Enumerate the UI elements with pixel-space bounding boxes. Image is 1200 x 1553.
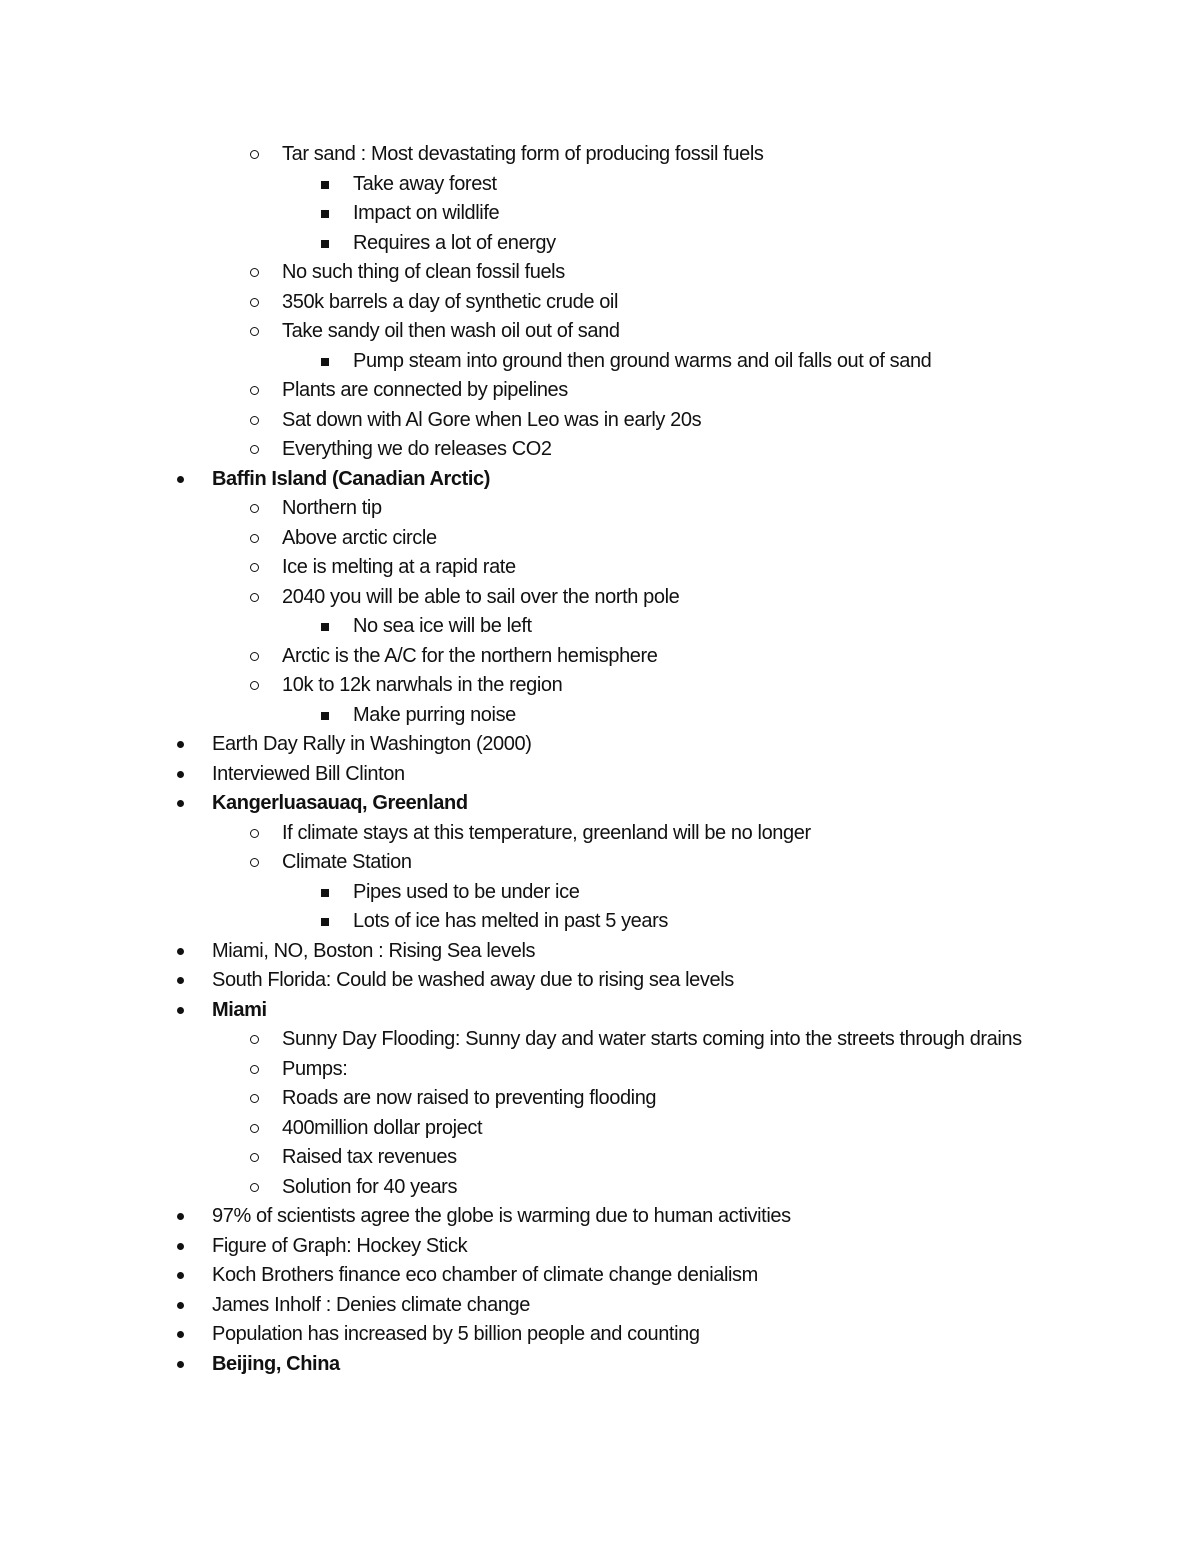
list-item-text: Make purring noise [353, 703, 516, 726]
section-heading: Kangerluasauaq, Greenland [212, 792, 468, 814]
list-item [0, 347, 1200, 377]
disc-bullet-icon [175, 465, 189, 495]
circle-bullet-icon [250, 376, 264, 406]
list-item-text: Impact on wildlife [353, 202, 500, 224]
list-item-text: Sat down with Al Gore when Leo was in early 20s [282, 408, 702, 431]
list-item-text: Take sandy oil then wash oil out of sand [282, 320, 620, 342]
list-item-text: 350k barrels a day of synthetic crude oil [282, 290, 619, 313]
list-item [0, 937, 1200, 967]
list-item-text: Figure of Graph: Hockey Stick [212, 1234, 468, 1257]
list-item-text: Population has increased by 5 billion people and counting [212, 1323, 700, 1345]
list-item-text: Climate Station [282, 851, 412, 873]
square-bullet-icon [320, 229, 334, 259]
circle-bullet-icon [250, 1055, 264, 1085]
list-item-text: Pipes used to be under ice [353, 880, 580, 903]
list-item [0, 730, 1200, 760]
disc-bullet-icon [175, 1261, 189, 1291]
section-heading: Baffin Island (Canadian Arctic) [212, 467, 491, 490]
circle-bullet-icon [250, 288, 264, 318]
list-item-text: Northern tip [282, 497, 382, 519]
list-item [0, 819, 1200, 849]
list-item [0, 612, 1200, 642]
list-item [0, 406, 1200, 436]
list-item [0, 1173, 1200, 1203]
disc-bullet-icon [175, 966, 189, 996]
list-item-text: Arctic is the A/C for the northern hemisphere [282, 644, 658, 667]
circle-bullet-icon [250, 317, 264, 347]
list-item [0, 199, 1200, 229]
list-item [0, 170, 1200, 200]
list-item [0, 1084, 1200, 1114]
list-item-text: 10k to 12k narwhals in the region [282, 674, 563, 696]
list-item [0, 878, 1200, 908]
list-item-text: James Inholf : Denies climate change [212, 1293, 530, 1316]
disc-bullet-icon [175, 1291, 189, 1321]
list-item-text: South Florida: Could be washed away due to rising sea levels [212, 969, 734, 991]
list-item [0, 1261, 1200, 1291]
list-item [0, 435, 1200, 465]
list-item [0, 1291, 1200, 1321]
list-item-text: Earth Day Rally in Washington (2000) [212, 733, 532, 755]
list-item [0, 1055, 1200, 1085]
disc-bullet-icon [175, 1350, 189, 1380]
list-item [0, 907, 1200, 937]
bullet-outline [0, 140, 1200, 1379]
square-bullet-icon [320, 347, 334, 377]
list-item [0, 671, 1200, 701]
list-item [0, 140, 1200, 170]
list-item [0, 848, 1200, 878]
circle-bullet-icon [250, 671, 264, 701]
disc-bullet-icon [175, 1320, 189, 1350]
list-item [0, 1350, 1200, 1380]
list-item-text: No such thing of clean fossil fuels [282, 261, 565, 283]
circle-bullet-icon [250, 848, 264, 878]
list-item [0, 376, 1200, 406]
circle-bullet-icon [250, 494, 264, 524]
list-item-text: Ice is melting at a rapid rate [282, 556, 516, 578]
circle-bullet-icon [250, 583, 264, 613]
list-item [0, 317, 1200, 347]
list-item [0, 1143, 1200, 1173]
list-item-text: Above arctic circle [282, 526, 437, 549]
list-item [0, 258, 1200, 288]
list-item-text: Plants are connected by pipelines [282, 379, 568, 401]
circle-bullet-icon [250, 406, 264, 436]
circle-bullet-icon [250, 1143, 264, 1173]
list-item [0, 1025, 1200, 1055]
list-item [0, 583, 1200, 613]
disc-bullet-icon [175, 760, 189, 790]
list-item-text: Pump steam into ground then ground warms and oil falls out of sand [353, 349, 932, 372]
list-item-text: Sunny Day Flooding: Sunny day and water starts coming into the streets through drains [282, 1028, 1022, 1050]
square-bullet-icon [320, 907, 334, 937]
square-bullet-icon [320, 199, 334, 229]
square-bullet-icon [320, 612, 334, 642]
circle-bullet-icon [250, 435, 264, 465]
list-item [0, 524, 1200, 554]
circle-bullet-icon [250, 553, 264, 583]
circle-bullet-icon [250, 258, 264, 288]
list-item [0, 789, 1200, 819]
section-heading: Miami [212, 998, 267, 1021]
circle-bullet-icon [250, 1025, 264, 1055]
circle-bullet-icon [250, 1084, 264, 1114]
list-item [0, 701, 1200, 731]
section-heading: Beijing, China [212, 1352, 340, 1375]
list-item-text: 97% of scientists agree the globe is warming due to human activities [212, 1205, 791, 1227]
list-item [0, 1202, 1200, 1232]
list-item [0, 1232, 1200, 1262]
list-item [0, 966, 1200, 996]
list-item [0, 642, 1200, 672]
disc-bullet-icon [175, 996, 189, 1026]
list-item-text: Interviewed Bill Clinton [212, 762, 405, 785]
disc-bullet-icon [175, 789, 189, 819]
list-item-text: Everything we do releases CO2 [282, 438, 552, 460]
list-item [0, 760, 1200, 790]
list-item-text: Roads are now raised to preventing flooding [282, 1087, 657, 1109]
list-item-text: Lots of ice has melted in past 5 years [353, 910, 668, 932]
list-item-text: If climate stays at this temperature, greenland will be no longer [282, 821, 811, 844]
disc-bullet-icon [175, 1232, 189, 1262]
circle-bullet-icon [250, 642, 264, 672]
list-item-text: Koch Brothers finance eco chamber of climate change denialism [212, 1264, 758, 1286]
circle-bullet-icon [250, 1173, 264, 1203]
list-item [0, 1114, 1200, 1144]
list-item [0, 1320, 1200, 1350]
list-item-text: Pumps: [282, 1057, 348, 1080]
circle-bullet-icon [250, 140, 264, 170]
list-item [0, 465, 1200, 495]
disc-bullet-icon [175, 937, 189, 967]
circle-bullet-icon [250, 819, 264, 849]
list-item [0, 494, 1200, 524]
list-item [0, 229, 1200, 259]
list-item-text: Solution for 40 years [282, 1175, 458, 1198]
list-item-text: Miami, NO, Boston : Rising Sea levels [212, 939, 536, 962]
list-item-text: Take away forest [353, 172, 497, 195]
list-item-text: Tar sand : Most devastating form of producing fossil fuels [282, 143, 764, 165]
list-item-text: Raised tax revenues [282, 1146, 457, 1168]
square-bullet-icon [320, 701, 334, 731]
square-bullet-icon [320, 878, 334, 908]
list-item-text: 400million dollar project [282, 1116, 483, 1139]
circle-bullet-icon [250, 524, 264, 554]
list-item-text: 2040 you will be able to sail over the north pole [282, 585, 680, 608]
square-bullet-icon [320, 170, 334, 200]
list-item-text: Requires a lot of energy [353, 231, 556, 254]
list-item-text: No sea ice will be left [353, 615, 532, 637]
list-item [0, 288, 1200, 318]
list-item [0, 996, 1200, 1026]
list-item [0, 553, 1200, 583]
circle-bullet-icon [250, 1114, 264, 1144]
disc-bullet-icon [175, 730, 189, 760]
disc-bullet-icon [175, 1202, 189, 1232]
